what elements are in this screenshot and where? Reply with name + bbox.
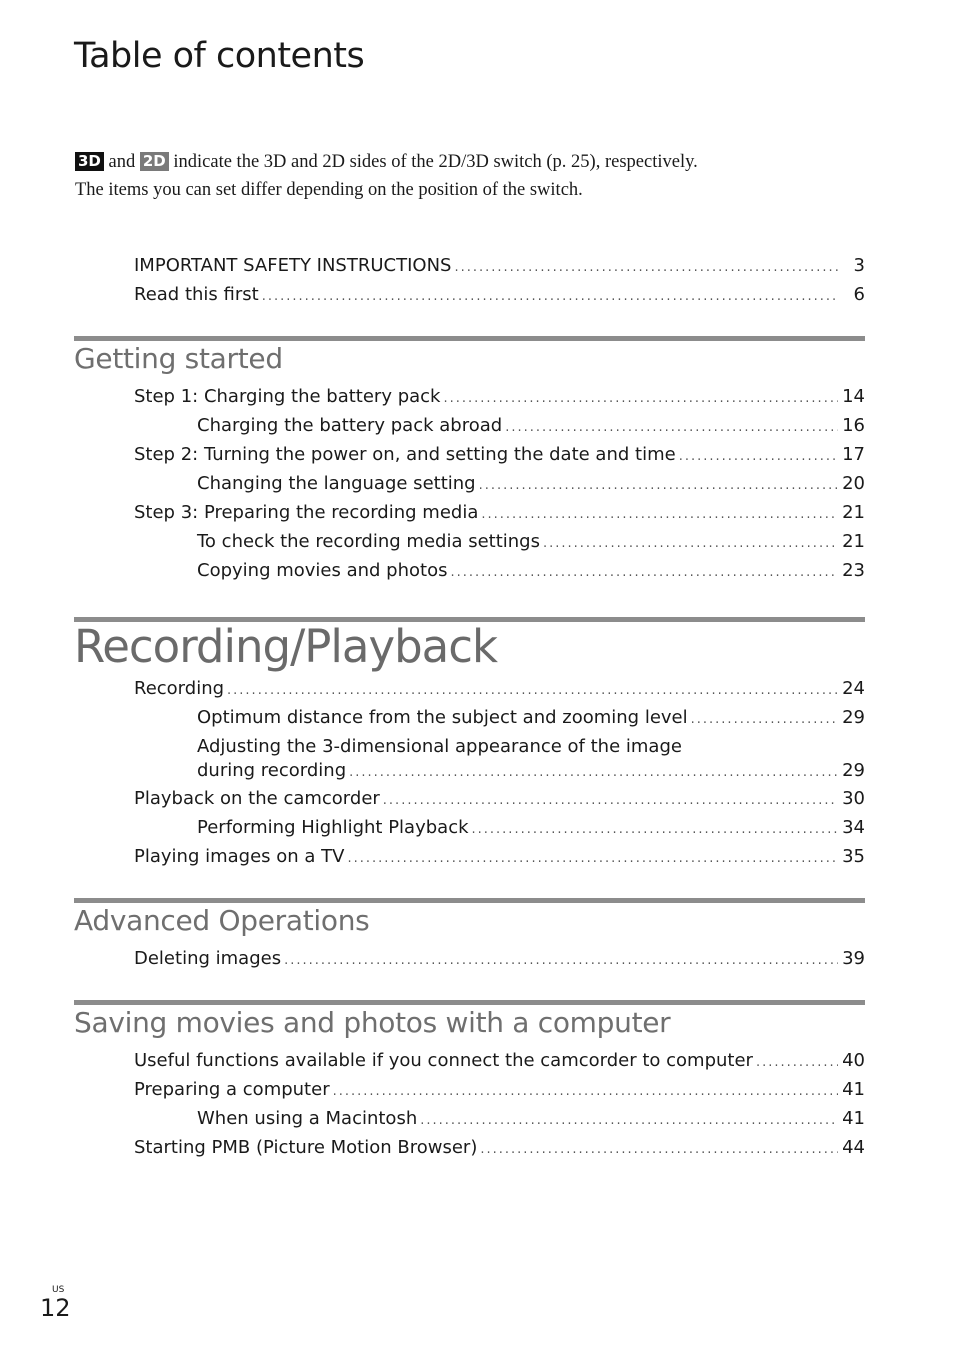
intro-line-2: The items you can set differ depending on the position of the switch. [75,180,583,200]
dot-leader [227,683,838,698]
toc-entry[interactable] [134,444,865,473]
toc-entry-page: 41 [842,1108,865,1129]
dot-leader [443,391,838,406]
dot-leader [450,565,838,580]
toc-entry-page: 20 [842,473,865,494]
dot-leader [505,420,838,435]
toc-entry-label: Playing images on a TV [134,846,345,867]
toc-entry-label: Playback on the camcorder [134,788,380,809]
toc-entry-label: Read this first [134,284,259,305]
toc-saving-computer [134,1050,865,1166]
toc-entry-label: Useful functions available if you connect the camcorder to computer [134,1050,753,1071]
toc-entry-label: To check the recording media settings [197,531,540,552]
dot-leader [481,507,838,522]
toc-entry[interactable] [134,1050,865,1079]
toc-entry-label: When using a Macintosh [197,1108,418,1129]
toc-entry-page: 6 [853,284,865,305]
toc-entry-label: Deleting images [134,948,282,969]
toc-entry-label: Step 1: Charging the battery pack [134,386,441,407]
toc-entry-page: 17 [842,444,865,465]
toc-entry-page: 23 [842,560,865,581]
dot-leader [383,793,838,808]
dot-leader [691,712,838,727]
toc-entry-page: 3 [853,255,865,276]
section-title-getting-started: Getting started [74,342,283,375]
toc-entry-label: Optimum distance from the subject and zooming level [197,707,688,728]
toc-subentry[interactable] [134,817,865,846]
section-title-advanced-operations: Advanced Operations [74,904,370,937]
dot-leader [284,953,838,968]
toc-entry[interactable] [134,788,865,817]
dot-leader [679,449,838,464]
toc-entry[interactable] [134,948,865,977]
toc-subentry[interactable] [134,1108,865,1137]
intro-line-1 [75,148,875,176]
intro-and: and [108,152,136,172]
toc-entry-label: Preparing a computer [134,1079,330,1100]
toc-entry-page: 24 [842,678,865,699]
toc-entry-label: IMPORTANT SAFETY INSTRUCTIONS [134,255,452,276]
3d-badge-icon: 3D [75,152,104,171]
toc-subentry[interactable] [134,473,865,502]
toc-subentry[interactable] [134,415,865,444]
toc-subentry[interactable] [134,560,865,589]
dot-leader [543,536,838,551]
toc-entry-page: 30 [842,788,865,809]
toc-entry-page: 35 [842,846,865,867]
dot-leader [479,478,839,493]
toc-entry-page: 39 [842,948,865,969]
toc-subentry[interactable] [134,736,865,788]
toc-entry-label: Step 3: Preparing the recording media [134,502,479,523]
toc-preface [134,255,865,313]
toc-entry-page: 16 [842,415,865,436]
toc-entry-label: Copying movies and photos [197,560,448,581]
toc-entry[interactable] [134,255,865,284]
toc-entry-label-line-2: during recording [197,760,347,781]
section-title-recording-playback: Recording/Playback [74,620,498,673]
dot-leader [349,765,838,780]
section-divider [74,336,865,341]
toc-subentry[interactable] [134,707,865,736]
section-divider [74,898,865,903]
toc-entry-page: 44 [842,1137,865,1158]
toc-entry-label: Charging the battery pack abroad [197,415,503,436]
dot-leader [472,822,839,837]
toc-entry[interactable] [134,1079,865,1108]
toc-entry[interactable] [134,1137,865,1166]
dot-leader [480,1142,838,1157]
toc-entry-page: 41 [842,1079,865,1100]
toc-entry-page: 21 [842,531,865,552]
page-title: Table of contents [74,36,365,76]
toc-entry-label: Starting PMB (Picture Motion Browser) [134,1137,478,1158]
toc-entry[interactable] [134,678,865,707]
toc-entry-page: 34 [842,817,865,838]
toc-entry-page: 14 [842,386,865,407]
page-number: 12 [40,1294,71,1322]
toc-entry-page: 29 [842,760,865,781]
toc-entry-label: Step 2: Turning the power on, and setting the date and time [134,444,676,465]
toc-entry-label: Recording [134,678,225,699]
intro-line-1-rest: indicate the 3D and 2D sides of the 2D/3D switch (p. 25), respectively. [173,152,698,172]
toc-entry[interactable] [134,386,865,415]
toc-advanced-operations [134,948,865,977]
dot-leader [420,1113,838,1128]
toc-entry[interactable] [134,846,865,875]
section-divider [74,1000,865,1005]
dot-leader [454,260,839,275]
toc-entry-label: Changing the language setting [197,473,476,494]
2d-badge-icon: 2D [140,152,169,171]
toc-recording-playback [134,678,865,875]
section-title-saving-computer: Saving movies and photos with a computer [74,1006,671,1039]
toc-entry-label-line-1: Adjusting the 3-dimensional appearance of the image [197,736,682,757]
toc-entry-page: 29 [842,707,865,728]
toc-entry-page: 40 [842,1050,865,1071]
intro-text [75,148,875,204]
dot-leader [347,851,838,866]
toc-entry[interactable] [134,502,865,531]
dot-leader [262,289,839,304]
toc-entry-label: Performing Highlight Playback [197,817,469,838]
toc-entry-page: 21 [842,502,865,523]
toc-entry[interactable] [134,284,865,313]
toc-subentry[interactable] [134,531,865,560]
dot-leader [333,1084,839,1099]
toc-getting-started [134,386,865,589]
toc-entry-line-2 [197,760,865,788]
dot-leader [756,1055,838,1070]
region-code: US [52,1285,65,1295]
